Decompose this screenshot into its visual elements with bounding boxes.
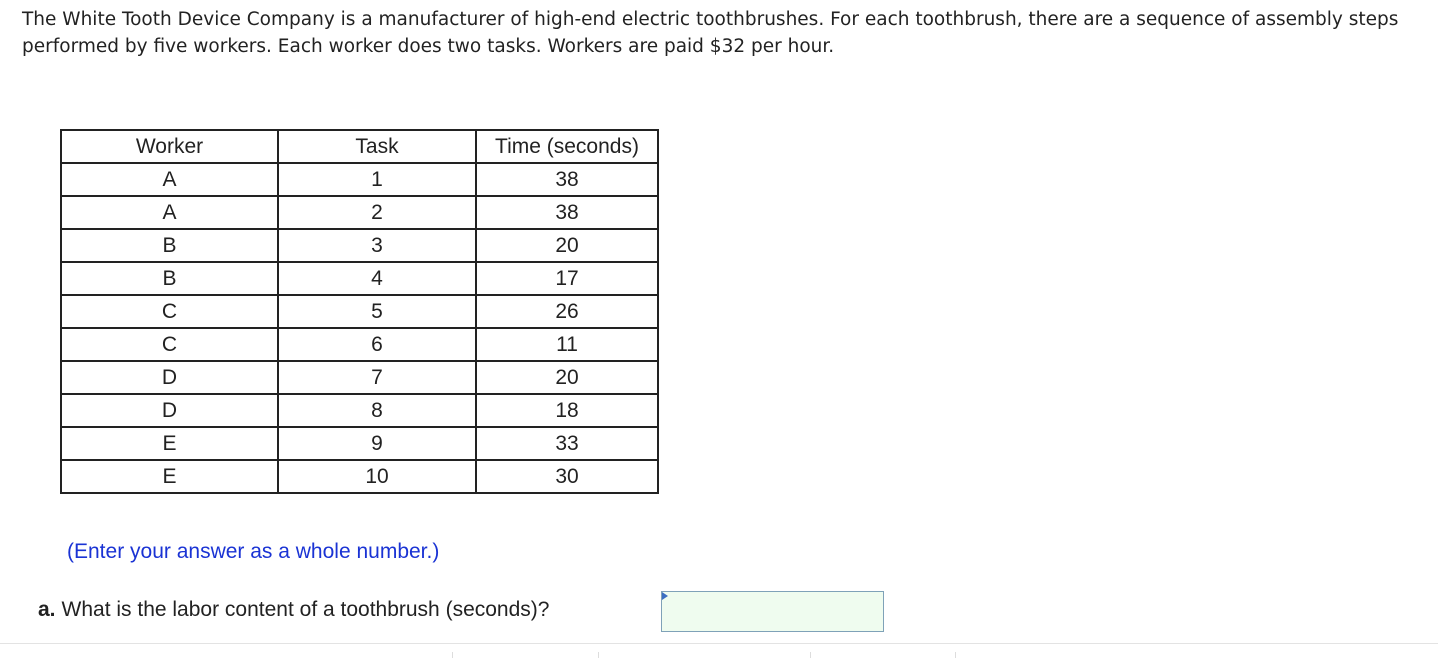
table-row — [61, 361, 658, 394]
cell-worker: B — [61, 262, 278, 295]
bottom-tick — [598, 652, 599, 658]
cell-time: 26 — [476, 295, 658, 328]
cell-task: 7 — [278, 361, 476, 394]
cell-task: 8 — [278, 394, 476, 427]
bottom-tick — [810, 652, 811, 658]
cell-time: 11 — [476, 328, 658, 361]
cell-time: 30 — [476, 460, 658, 493]
cell-task: 1 — [278, 163, 476, 196]
table-row — [61, 460, 658, 493]
cell-task: 3 — [278, 229, 476, 262]
question-a-text: What is the labor content of a toothbrush (seconds)? — [61, 598, 550, 621]
cell-worker: C — [61, 295, 278, 328]
cell-worker: D — [61, 361, 278, 394]
cell-time: 20 — [476, 229, 658, 262]
table-row — [61, 229, 658, 262]
labor-content-answer-input[interactable] — [661, 591, 884, 632]
cell-worker: E — [61, 460, 278, 493]
table-row — [61, 328, 658, 361]
cell-time: 38 — [476, 196, 658, 229]
header-task: Task — [278, 130, 476, 163]
bottom-tick — [955, 652, 956, 658]
header-worker: Worker — [61, 130, 278, 163]
cell-task: 6 — [278, 328, 476, 361]
bottom-divider — [0, 643, 1438, 644]
cell-worker: E — [61, 427, 278, 460]
cell-time: 20 — [476, 361, 658, 394]
cell-time: 18 — [476, 394, 658, 427]
cell-task: 9 — [278, 427, 476, 460]
table-row — [61, 295, 658, 328]
cell-time: 38 — [476, 163, 658, 196]
cell-task: 10 — [278, 460, 476, 493]
cell-worker: C — [61, 328, 278, 361]
table-header-row — [61, 130, 658, 163]
table-row — [61, 163, 658, 196]
cell-worker: A — [61, 163, 278, 196]
table-row — [61, 262, 658, 295]
cell-worker: A — [61, 196, 278, 229]
cell-worker: D — [61, 394, 278, 427]
cell-time: 17 — [476, 262, 658, 295]
problem-intro: The White Tooth Device Company is a manufacturer of high-end electric toothbrushes. For each toothbrush, there are a sequence of assembly steps performed by five workers. Each worker does two tasks. Workers are paid $32 per hour. — [22, 9, 1399, 57]
header-time: Time (seconds) — [476, 130, 658, 163]
question-a — [38, 598, 549, 622]
table-row — [61, 427, 658, 460]
cell-task: 2 — [278, 196, 476, 229]
cell-task: 5 — [278, 295, 476, 328]
table-row — [61, 394, 658, 427]
answer-format-hint: (Enter your answer as a whole number.) — [67, 540, 440, 563]
question-a-label: a. — [38, 598, 56, 621]
bottom-tick — [452, 652, 453, 658]
cell-task: 4 — [278, 262, 476, 295]
cell-worker: B — [61, 229, 278, 262]
table-row — [61, 196, 658, 229]
cell-time: 33 — [476, 427, 658, 460]
task-time-table — [60, 129, 659, 494]
input-corner-marker-icon — [662, 592, 668, 600]
